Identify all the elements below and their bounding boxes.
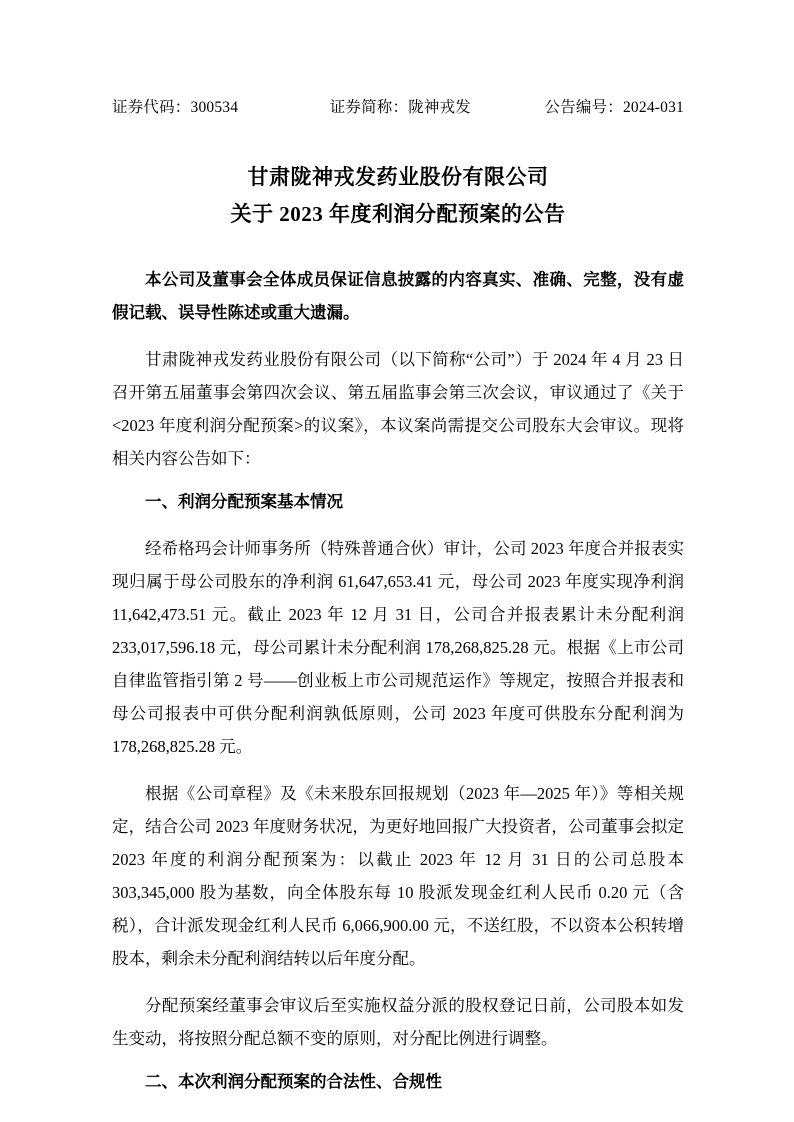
section-one-paragraph-2: 根据《公司章程》及《未来股东回报规划（2023 年—2025 年）》等相关规定，结合公司 2023 年度财务状况，为更好地回报广大投资者，公司董事会拟定 2023 年度的利润分配预案为：以截止 2023 年 12 月 31 日的公司总股本 303,345,000 股为基数，向全体股东每 10 股派发现金红利人民币 0.20 元（含税），合计派发现金红利人民币 6,066,900.00 元，不送红股，不以资本公积转增股本，剩余未分配利润结转以后年度分配。	[112, 783, 684, 968]
section-heading-one: 一、利润分配预案基本情况	[145, 491, 343, 511]
announcement-number: 公告编号：2024-031	[544, 99, 684, 116]
title-line-company: 甘肃陇神戎发药业股份有限公司	[247, 165, 549, 189]
disclosure-statement: 本公司及董事会全体成员保证信息披露的内容真实、准确、完整，没有虚假记载、误导性陈述或重大遗漏。	[112, 269, 684, 322]
section-one-paragraph-1: 经希格玛会计师事务所（特殊普通合伙）审计，公司 2023 年度合并报表实现归属于母公司股东的净利润 61,647,653.41 元，母公司 2023 年度实现净利润 11,642,473.51 元。截止 2023 年 12 月 31 日，公司合并报表累计未分配利润 233,017,596.18 元，母公司累计未分配利润 178,268,825.28 元。根据《上市公司自律监管指引第 2 号——创业板上市公司规范运作》等规定，按照合并报表和母公司报表中可供分配利润孰低原则，公司 2023 年度可供股东分配利润为 178,268,825.28 元。	[112, 538, 684, 756]
document-header	[112, 95, 684, 117]
page-title	[112, 159, 684, 233]
section-one-paragraph-3: 分配预案经董事会审议后至实施权益分派的股权登记日前，公司股本如发生变动，将按照分配总额不变的原则，对分配比例进行调整。	[112, 995, 684, 1048]
intro-paragraph: 甘肃陇神戎发药业股份有限公司（以下简称“公司”）于 2024 年 4 月 23 日召开第五届董事会第四次会议、第五届监事会第三次会议，审议通过了《关于<2023 年度利润分配预案>的议案》，本议案尚需提交公司股东大会审议。现将相关内容公告如下：	[112, 349, 684, 468]
title-line-subject: 关于 2023 年度利润分配预案的公告	[230, 201, 566, 226]
security-code: 证券代码：300534	[112, 99, 239, 116]
security-name: 证券简称：陇神戎发	[329, 99, 471, 116]
section-heading-two: 二、本次利润分配预案的合法性、合规性	[145, 1071, 442, 1091]
